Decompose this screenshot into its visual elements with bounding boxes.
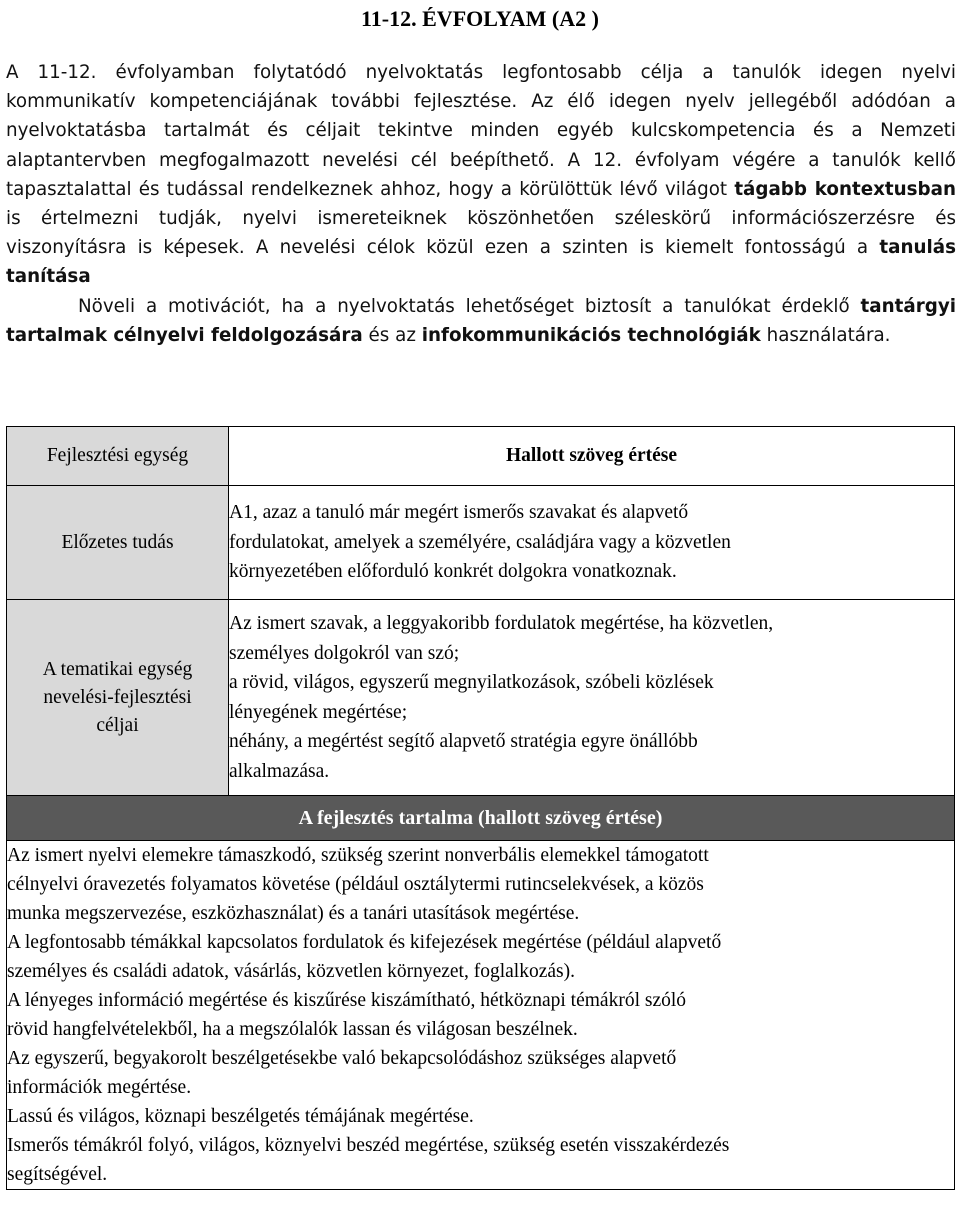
content-line: Lassú és világos, köznapi beszélgetés témájának megértése. bbox=[7, 1106, 474, 1127]
content-line: célnyelvi óravezetés folyamatos követése (például osztálytermi rutincselekvések, a közös bbox=[7, 874, 704, 895]
intro-bold-term: infokommunikációs technológiák bbox=[421, 324, 761, 346]
goals-label-line: A tematikai egység bbox=[42, 658, 193, 680]
table-row bbox=[7, 796, 955, 841]
goals-line: alkalmazása. bbox=[229, 760, 330, 782]
content-line: segítségével. bbox=[7, 1164, 108, 1185]
curriculum-table bbox=[6, 426, 955, 1190]
goals-line: lényegének megértése; bbox=[229, 701, 408, 723]
intro-bold-term: tanulás tanítása bbox=[6, 237, 956, 288]
content-line: A lényeges információ megértése és kiszűrése kiszámítható, hétköznapi témákról szóló bbox=[7, 990, 687, 1011]
unit-value-cell: Hallott szöveg értése bbox=[229, 427, 955, 486]
content-cell bbox=[7, 841, 955, 1190]
intro-bold-term: tágabb kontextusban bbox=[734, 178, 956, 200]
intro-text-span: is értelmezni tudják, nyelvi ismereteiknek köszönhetően széleskörű információszerzésre és viszonyításra is képesek. A nevelési célok közül ezen a szinten is kiemelt fontosságú a bbox=[6, 208, 956, 259]
content-header: A fejlesztés tartalma (hallott szöveg értése) bbox=[7, 796, 955, 841]
goals-line: személyes dolgokról van szó; bbox=[229, 642, 460, 664]
goals-line: a rövid, világos, egyszerű megnyilatkozások, szóbeli közlések bbox=[229, 672, 714, 693]
content-line: A legfontosabb témákkal kapcsolatos fordulatok és kifejezések megértése (például alapvető bbox=[7, 932, 722, 953]
content-line: munka megszervezése, eszközhasználat) és a tanári utasítások megértése. bbox=[7, 903, 580, 924]
content-line: Az ismert nyelvi elemekre támaszkodó, szükség szerint nonverbális elemekkel támogatott bbox=[7, 845, 709, 866]
goals-line: Az ismert szavak, a leggyakoribb fordulatok megértése, ha közvetlen, bbox=[229, 613, 774, 634]
intro-text-span: A 11-12. évfolyamban folytatódó nyelvoktatás legfontosabb célja a tanulók idegen nyelvi kommunikatív kompetenciájának további fejlesztése. Az élő idegen nyelv jellegéből adódóan a nyelvoktatásba tartalmát és céljait tekintve minden egyéb kulcskompetencia és a Nemzeti alaptantervben megfogalmazott nevelési cél beépíthető. A 12. évfolyam végére a tanulók kellő tapasztalattal és tudással rendelkeznek ahhoz, hogy a körülöttük lévő világot bbox=[6, 62, 956, 200]
content-line: személyes és családi adatok, vásárlás, közvetlen környezet, foglalkozás). bbox=[7, 961, 575, 982]
prior-line: környezetében előforduló konkrét dolgokra vonatkoznak. bbox=[229, 561, 677, 583]
intro-text bbox=[6, 58, 956, 350]
goals-label-cell bbox=[7, 600, 229, 796]
goals-value-cell bbox=[229, 600, 955, 796]
intro-text-span: Növeli a motivációt, ha a nyelvoktatás lehetőséget biztosít a tanulókat érdeklő bbox=[78, 295, 861, 317]
page-title: 11-12. ÉVFOLYAM (A2 ) bbox=[361, 6, 599, 31]
table-row bbox=[7, 600, 955, 796]
content-line: információk megértése. bbox=[7, 1077, 192, 1098]
prior-label-cell: Előzetes tudás bbox=[7, 486, 229, 600]
table-row bbox=[7, 427, 955, 486]
prior-line: A1, azaz a tanuló már megért ismerős szavakat és alapvető bbox=[229, 502, 689, 524]
content-line: Az egyszerű, begyakorolt beszélgetésekbe való bekapcsolódáshoz szükséges alapvető bbox=[7, 1048, 677, 1069]
prior-line: fordulatokat, amelyek a személyére, családjára vagy a közvetlen bbox=[229, 531, 731, 553]
intro-paragraph-2 bbox=[6, 292, 956, 350]
goals-label-line: nevelési-fejlesztési bbox=[43, 686, 192, 708]
table-row bbox=[7, 841, 955, 1190]
intro-text-span: használatára. bbox=[760, 324, 891, 346]
intro-bold-term: tantárgyi tartalmak célnyelvi feldolgozására bbox=[6, 295, 956, 346]
prior-value-cell bbox=[229, 486, 955, 600]
content-line: rövid hangfelvételekből, ha a megszólalók lassan és világosan beszélnek. bbox=[7, 1019, 578, 1040]
unit-label-cell: Fejlesztési egység bbox=[7, 427, 229, 486]
content-line: Ismerős témákról folyó, világos, köznyelvi beszéd megértése, szükség esetén visszakérdezés bbox=[7, 1135, 730, 1156]
intro-paragraph-1 bbox=[6, 58, 956, 292]
goals-line: néhány, a megértést segítő alapvető stratégia egyre önállóbb bbox=[229, 731, 698, 752]
table-row bbox=[7, 486, 955, 600]
intro-text-span: és az bbox=[362, 324, 422, 346]
goals-label-line: céljai bbox=[96, 714, 139, 736]
